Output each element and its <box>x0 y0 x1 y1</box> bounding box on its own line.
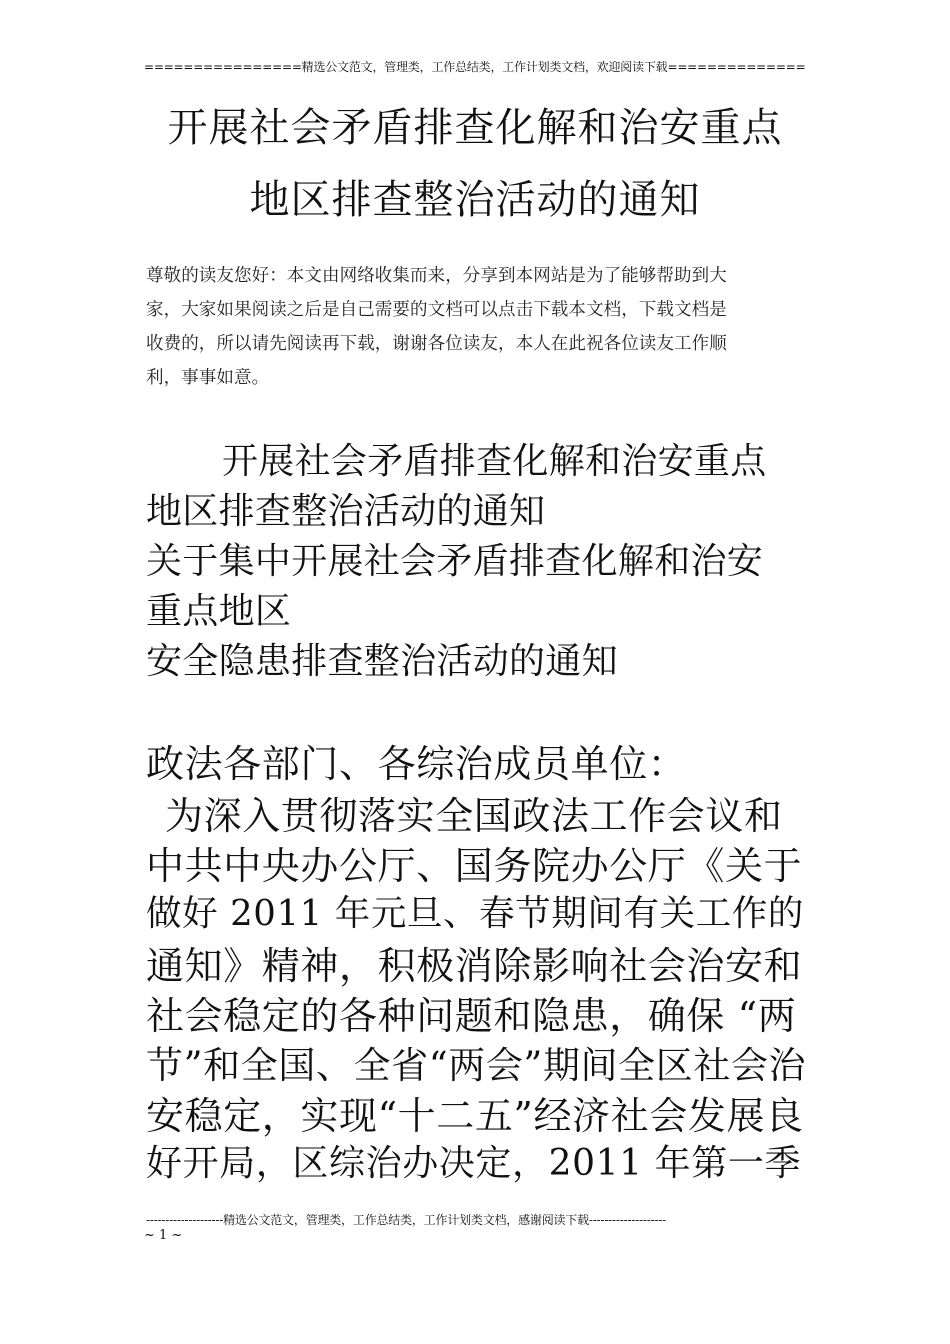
document-title-line-1: 开展社会矛盾排查化解和治安重点 <box>167 105 783 151</box>
body-line: 节”和全国、全省“两会”期间全区社会治 <box>146 1044 807 1087</box>
body-line: 好开局，区综治办决定，2011 年第一季 <box>146 1143 802 1184</box>
intro-line: 尊敬的读友您好：本文由网络收集而来，分享到本网站是为了能够帮助到大 <box>146 266 727 286</box>
intro-line: 利，事事如意。 <box>146 368 270 388</box>
body-line: 做好 2011 年元旦、春节期间有关工作的 <box>146 893 805 934</box>
heading-line: 重点地区 <box>146 591 292 632</box>
intro-line: 收费的，所以请先阅读再下载，谢谢各位读友，本人在此祝各位读友工作顺 <box>146 334 727 354</box>
heading-line: 关于集中开展社会矛盾排查化解和治安 <box>146 541 764 582</box>
body-line: 通知》精神，积极消除影响社会治安和 <box>146 944 803 988</box>
body-line: 中共中央办公厅、国务院办公厅《关于 <box>146 844 803 888</box>
heading-line: 地区排查整治活动的通知 <box>146 491 546 532</box>
heading-line: 安全隐患排查整治活动的通知 <box>146 641 618 682</box>
body-line: 社会稳定的各种问题和隐患，确保 “两 <box>146 994 797 1038</box>
body-line: 为深入贯彻落实全国政法工作会议和 <box>165 794 783 838</box>
body-line: 安稳定，实现“十二五”经济社会发展良 <box>146 1094 804 1138</box>
page-number: ~ 1 ~ <box>144 1228 183 1243</box>
salutation: 政法各部门、各综治成员单位： <box>146 742 687 786</box>
document-title-line-2: 地区排查整治活动的通知 <box>249 177 701 223</box>
heading-line: 开展社会矛盾排查化解和治安重点 <box>222 441 767 482</box>
intro-line: 家，大家如果阅读之后是自己需要的文档可以点击下载本文档，下载文档是 <box>146 300 727 320</box>
page-footer-banner: --------------------精选公文范文，管理类，工作总结类，工作计划类文档，感谢阅读下载-------------------- <box>146 1213 666 1227</box>
page-header-banner: ================精选公文范文，管理类，工作总结类，工作计划类文档，欢迎阅读下载============== <box>144 60 806 74</box>
